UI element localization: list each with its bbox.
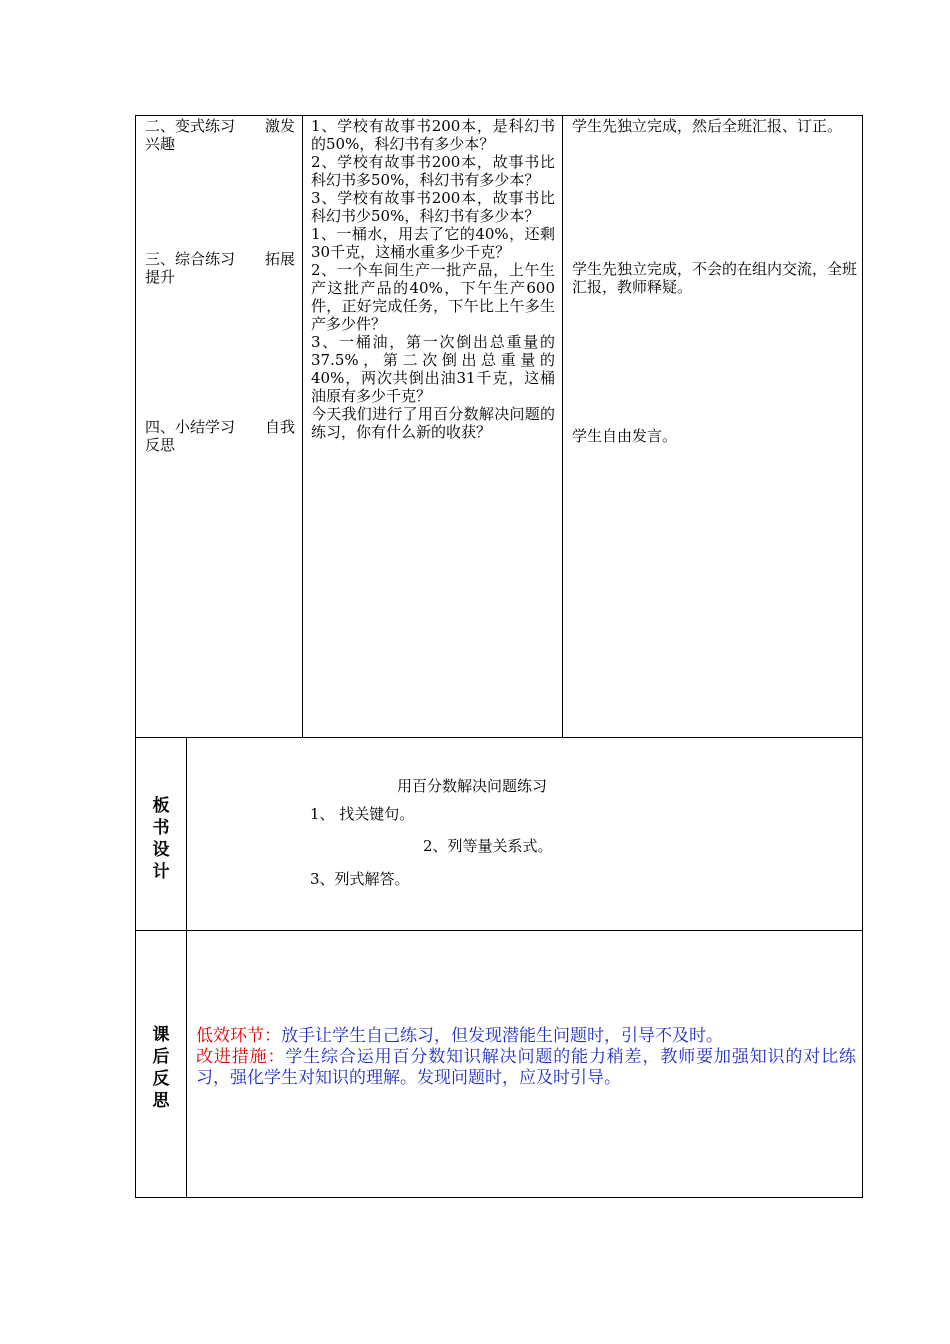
exercise-item: 3、一桶油，第一次倒出总重量的37.5%，第二次倒出总重量的40%，两次共倒出油31千克，这桶油原有多少千克？ xyxy=(311,333,555,405)
student-activity-2: 学生先独立完成，不会的在组内交流，全班汇报，教师释疑。 xyxy=(572,260,858,296)
low-efficiency-note xyxy=(196,1026,856,1047)
summary-question: 今天我们进行了用百分数解决问题的练习，你有什么新的收获？ xyxy=(311,405,555,441)
board-title: 用百分数解决问题练习 xyxy=(397,777,548,795)
improvement-note xyxy=(196,1047,856,1089)
exercise-item: 2、学校有故事书200本，故事书比科幻书多50%，科幻书有多少本？ xyxy=(311,153,555,189)
stage-4 xyxy=(145,418,295,454)
stage-3 xyxy=(145,250,295,286)
label-char: 书 xyxy=(152,818,170,838)
col-divider-student xyxy=(562,115,563,737)
reflection-text xyxy=(196,1026,856,1089)
board-design-label xyxy=(136,795,186,883)
label-char: 后 xyxy=(152,1047,170,1067)
board-item-2: 2、列等量关系式。 xyxy=(423,837,553,855)
improvement-text: 学生综合运用百分数知识解决问题的能力稍差，教师要加强知识的对比练习，强化学生对知识的理解。发现问题时，应及时引导。 xyxy=(196,1047,857,1088)
label-char: 板 xyxy=(152,796,170,816)
stage-2 xyxy=(145,117,295,153)
stage-goal-cont: 提升 xyxy=(145,268,176,286)
teacher-content xyxy=(311,117,555,441)
board-item-1: 1、 找关键句。 xyxy=(310,805,415,823)
exercise-item: 3、学校有故事书200本，故事书比科幻书少50%，科幻书有多少本？ xyxy=(311,189,555,225)
low-efficiency-text: 放手让学生自己练习，但发现潜能生问题时，引导不及时。 xyxy=(281,1026,723,1046)
table-bottom-border xyxy=(135,1197,863,1198)
board-item-3: 3、列式解答。 xyxy=(310,870,410,888)
exercise-item: 1、学校有故事书200本，是科幻书的50%，科幻书有多少本？ xyxy=(311,117,555,153)
row-divider-1 xyxy=(135,737,863,738)
label-char: 设 xyxy=(152,840,170,860)
table-right-border xyxy=(862,115,863,1198)
row-divider-2 xyxy=(135,930,863,931)
student-activity-3: 学生自由发言。 xyxy=(572,427,678,445)
stage-goal: 拓展 xyxy=(264,250,295,268)
exercise-item: 2、一个车间生产一批产品，上午生产这批产品的40%，下午生产600件，正好完成任务，下午比上午多生产多少件？ xyxy=(311,261,555,333)
table-top-border xyxy=(135,115,863,116)
col-divider-label xyxy=(186,737,187,1197)
stage-goal-cont: 兴趣 xyxy=(145,135,176,153)
stage-title: 二、变式练习 xyxy=(145,117,236,135)
exercise-item: 1、一桶水，用去了它的40%，还剩30千克，这桶水重多少千克？ xyxy=(311,225,555,261)
student-activity-1: 学生先独立完成，然后全班汇报、订正。 xyxy=(572,117,843,135)
label-char: 课 xyxy=(152,1025,170,1045)
low-efficiency-label: 低效环节： xyxy=(196,1026,281,1046)
improvement-label: 改进措施： xyxy=(196,1047,286,1067)
stage-title: 三、综合练习 xyxy=(145,250,236,268)
label-char: 计 xyxy=(152,862,170,882)
stage-title: 四、小结学习 xyxy=(145,418,236,436)
label-char: 思 xyxy=(152,1091,170,1111)
stage-goal: 激发 xyxy=(264,117,295,135)
reflection-label xyxy=(136,1024,186,1112)
col-divider-stage xyxy=(302,115,303,737)
stage-goal-cont: 反思 xyxy=(145,436,176,454)
stage-goal: 自我 xyxy=(264,418,295,436)
label-char: 反 xyxy=(152,1069,170,1089)
